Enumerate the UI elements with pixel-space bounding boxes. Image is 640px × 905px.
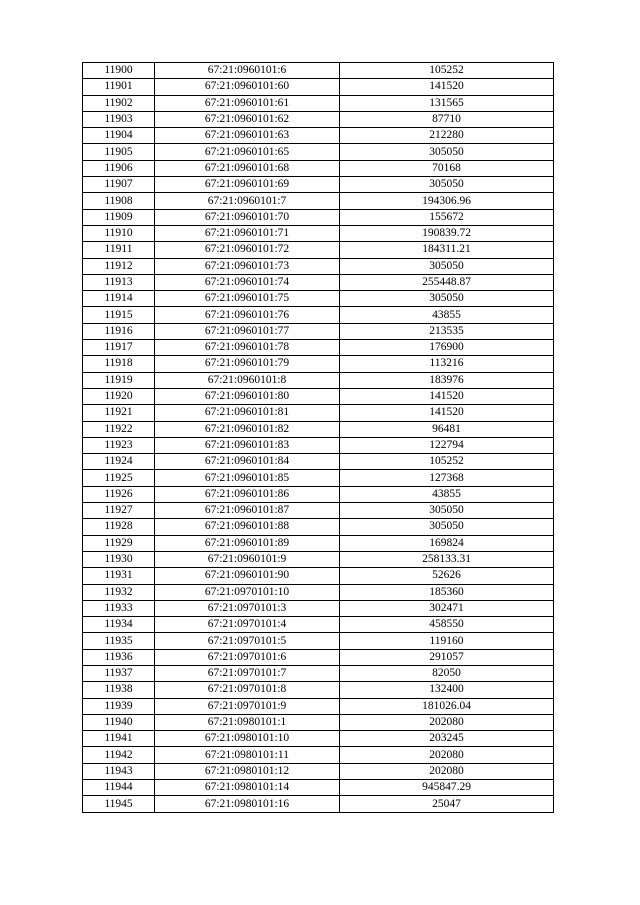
value-cell: 185360	[340, 584, 554, 600]
table-row	[83, 486, 554, 502]
value-cell: 43855	[340, 486, 554, 502]
value-cell: 212280	[340, 128, 554, 144]
row-number-cell: 11929	[83, 535, 155, 551]
table-row	[83, 128, 554, 144]
cadastral-number-cell: 67:21:0960101:70	[155, 209, 340, 225]
value-cell: 82050	[340, 665, 554, 681]
value-cell: 184311.21	[340, 242, 554, 258]
cadastral-number-cell: 67:21:0960101:78	[155, 340, 340, 356]
row-number-cell: 11942	[83, 747, 155, 763]
row-number-cell: 11918	[83, 356, 155, 372]
table-row	[83, 698, 554, 714]
cadastral-number-cell: 67:21:0960101:80	[155, 388, 340, 404]
table-row	[83, 617, 554, 633]
table-row	[83, 291, 554, 307]
cadastral-number-cell: 67:21:0960101:63	[155, 128, 340, 144]
table-row	[83, 796, 554, 812]
row-number-cell: 11927	[83, 503, 155, 519]
cadastral-number-cell: 67:21:0960101:87	[155, 503, 340, 519]
row-number-cell: 11901	[83, 79, 155, 95]
value-cell: 203245	[340, 731, 554, 747]
row-number-cell: 11903	[83, 111, 155, 127]
row-number-cell: 11933	[83, 600, 155, 616]
row-number-cell: 11924	[83, 454, 155, 470]
cadastral-number-cell: 67:21:0960101:72	[155, 242, 340, 258]
row-number-cell: 11900	[83, 63, 155, 79]
table-row	[83, 421, 554, 437]
value-cell: 213535	[340, 323, 554, 339]
cadastral-number-cell: 67:21:0960101:75	[155, 291, 340, 307]
cadastral-number-cell: 67:21:0970101:6	[155, 649, 340, 665]
table-row	[83, 535, 554, 551]
row-number-cell: 11925	[83, 470, 155, 486]
row-number-cell: 11939	[83, 698, 155, 714]
value-cell: 25047	[340, 796, 554, 812]
table-row	[83, 519, 554, 535]
row-number-cell: 11916	[83, 323, 155, 339]
row-number-cell: 11945	[83, 796, 155, 812]
value-cell: 141520	[340, 79, 554, 95]
cadastral-number-cell: 67:21:0970101:5	[155, 633, 340, 649]
table-row	[83, 665, 554, 681]
cadastral-number-cell: 67:21:0960101:83	[155, 437, 340, 453]
row-number-cell: 11938	[83, 682, 155, 698]
value-cell: 141520	[340, 388, 554, 404]
table-row	[83, 242, 554, 258]
cadastral-number-cell: 67:21:0960101:69	[155, 177, 340, 193]
value-cell: 305050	[340, 291, 554, 307]
table-row	[83, 633, 554, 649]
table-row	[83, 209, 554, 225]
row-number-cell: 11923	[83, 437, 155, 453]
row-number-cell: 11913	[83, 274, 155, 290]
cadastral-number-cell: 67:21:0960101:6	[155, 63, 340, 79]
row-number-cell: 11940	[83, 714, 155, 730]
cadastral-number-cell: 67:21:0970101:3	[155, 600, 340, 616]
value-cell: 302471	[340, 600, 554, 616]
cadastral-number-cell: 67:21:0960101:82	[155, 421, 340, 437]
value-cell: 202080	[340, 763, 554, 779]
value-cell: 194306.96	[340, 193, 554, 209]
cadastral-number-cell: 67:21:0960101:65	[155, 144, 340, 160]
cadastral-number-cell: 67:21:0980101:12	[155, 763, 340, 779]
table-row	[83, 372, 554, 388]
cadastral-number-cell: 67:21:0960101:73	[155, 258, 340, 274]
cadastral-number-cell: 67:21:0970101:4	[155, 617, 340, 633]
value-cell: 183976	[340, 372, 554, 388]
table-row	[83, 388, 554, 404]
value-cell: 52626	[340, 568, 554, 584]
table-row	[83, 568, 554, 584]
row-number-cell: 11914	[83, 291, 155, 307]
row-number-cell: 11908	[83, 193, 155, 209]
table-row	[83, 682, 554, 698]
table-row	[83, 111, 554, 127]
value-cell: 131565	[340, 95, 554, 111]
value-cell: 155672	[340, 209, 554, 225]
value-cell: 305050	[340, 144, 554, 160]
cadastral-number-cell: 67:21:0980101:14	[155, 780, 340, 796]
cadastral-number-cell: 67:21:0960101:61	[155, 95, 340, 111]
row-number-cell: 11931	[83, 568, 155, 584]
row-number-cell: 11941	[83, 731, 155, 747]
table-row	[83, 258, 554, 274]
cadastral-number-cell: 67:21:0960101:88	[155, 519, 340, 535]
value-cell: 305050	[340, 519, 554, 535]
table-row	[83, 307, 554, 323]
row-number-cell: 11922	[83, 421, 155, 437]
cadastral-number-cell: 67:21:0960101:9	[155, 551, 340, 567]
table-row	[83, 225, 554, 241]
cadastral-number-cell: 67:21:0970101:10	[155, 584, 340, 600]
row-number-cell: 11905	[83, 144, 155, 160]
table-row	[83, 714, 554, 730]
table-row	[83, 437, 554, 453]
cadastral-number-cell: 67:21:0960101:74	[155, 274, 340, 290]
value-cell: 945847.29	[340, 780, 554, 796]
table-row	[83, 95, 554, 111]
row-number-cell: 11911	[83, 242, 155, 258]
value-cell: 113216	[340, 356, 554, 372]
row-number-cell: 11930	[83, 551, 155, 567]
table-row	[83, 323, 554, 339]
cadastral-number-cell: 67:21:0980101:10	[155, 731, 340, 747]
row-number-cell: 11902	[83, 95, 155, 111]
row-number-cell: 11944	[83, 780, 155, 796]
table-row	[83, 649, 554, 665]
cadastral-value-table	[82, 62, 554, 813]
table-row	[83, 63, 554, 79]
table-row	[83, 274, 554, 290]
cadastral-number-cell: 67:21:0960101:81	[155, 405, 340, 421]
value-cell: 258133.31	[340, 551, 554, 567]
row-number-cell: 11904	[83, 128, 155, 144]
row-number-cell: 11921	[83, 405, 155, 421]
cadastral-number-cell: 67:21:0970101:8	[155, 682, 340, 698]
row-number-cell: 11919	[83, 372, 155, 388]
value-cell: 291057	[340, 649, 554, 665]
cadastral-number-cell: 67:21:0960101:85	[155, 470, 340, 486]
table-row	[83, 405, 554, 421]
table-row	[83, 503, 554, 519]
value-cell: 105252	[340, 454, 554, 470]
cadastral-number-cell: 67:21:0980101:1	[155, 714, 340, 730]
row-number-cell: 11932	[83, 584, 155, 600]
row-number-cell: 11906	[83, 160, 155, 176]
value-cell: 70168	[340, 160, 554, 176]
table-row	[83, 177, 554, 193]
table-row	[83, 747, 554, 763]
row-number-cell: 11909	[83, 209, 155, 225]
value-cell: 122794	[340, 437, 554, 453]
table-row	[83, 600, 554, 616]
value-cell: 202080	[340, 714, 554, 730]
value-cell: 87710	[340, 111, 554, 127]
table-row	[83, 454, 554, 470]
cadastral-number-cell: 67:21:0960101:76	[155, 307, 340, 323]
table-row	[83, 340, 554, 356]
row-number-cell: 11917	[83, 340, 155, 356]
table-row	[83, 551, 554, 567]
value-cell: 141520	[340, 405, 554, 421]
row-number-cell: 11920	[83, 388, 155, 404]
value-cell: 169824	[340, 535, 554, 551]
row-number-cell: 11915	[83, 307, 155, 323]
cadastral-number-cell: 67:21:0960101:8	[155, 372, 340, 388]
cadastral-number-cell: 67:21:0970101:7	[155, 665, 340, 681]
cadastral-number-cell: 67:21:0960101:62	[155, 111, 340, 127]
value-cell: 305050	[340, 503, 554, 519]
table-body	[83, 63, 554, 813]
table-row	[83, 79, 554, 95]
row-number-cell: 11935	[83, 633, 155, 649]
cadastral-number-cell: 67:21:0960101:84	[155, 454, 340, 470]
value-cell: 305050	[340, 258, 554, 274]
row-number-cell: 11907	[83, 177, 155, 193]
value-cell: 119160	[340, 633, 554, 649]
row-number-cell: 11943	[83, 763, 155, 779]
cadastral-number-cell: 67:21:0960101:86	[155, 486, 340, 502]
table-row	[83, 731, 554, 747]
value-cell: 176900	[340, 340, 554, 356]
cadastral-number-cell: 67:21:0960101:60	[155, 79, 340, 95]
cadastral-number-cell: 67:21:0980101:16	[155, 796, 340, 812]
cadastral-number-cell: 67:21:0960101:7	[155, 193, 340, 209]
row-number-cell: 11910	[83, 225, 155, 241]
value-cell: 202080	[340, 747, 554, 763]
row-number-cell: 11934	[83, 617, 155, 633]
value-cell: 458550	[340, 617, 554, 633]
table-row	[83, 160, 554, 176]
cadastral-number-cell: 67:21:0970101:9	[155, 698, 340, 714]
value-cell: 132400	[340, 682, 554, 698]
cadastral-number-cell: 67:21:0960101:68	[155, 160, 340, 176]
cadastral-number-cell: 67:21:0960101:89	[155, 535, 340, 551]
table-row	[83, 144, 554, 160]
value-cell: 105252	[340, 63, 554, 79]
row-number-cell: 11912	[83, 258, 155, 274]
table-row	[83, 763, 554, 779]
value-cell: 43855	[340, 307, 554, 323]
value-cell: 181026.04	[340, 698, 554, 714]
value-cell: 255448.87	[340, 274, 554, 290]
table-row	[83, 584, 554, 600]
cadastral-number-cell: 67:21:0960101:79	[155, 356, 340, 372]
cadastral-number-cell: 67:21:0960101:71	[155, 225, 340, 241]
value-cell: 127368	[340, 470, 554, 486]
value-cell: 96481	[340, 421, 554, 437]
cadastral-number-cell: 67:21:0960101:90	[155, 568, 340, 584]
row-number-cell: 11937	[83, 665, 155, 681]
cadastral-number-cell: 67:21:0960101:77	[155, 323, 340, 339]
table-row	[83, 780, 554, 796]
value-cell: 190839.72	[340, 225, 554, 241]
row-number-cell: 11936	[83, 649, 155, 665]
row-number-cell: 11926	[83, 486, 155, 502]
table-row	[83, 193, 554, 209]
row-number-cell: 11928	[83, 519, 155, 535]
table-row	[83, 356, 554, 372]
cadastral-number-cell: 67:21:0980101:11	[155, 747, 340, 763]
value-cell: 305050	[340, 177, 554, 193]
table-row	[83, 470, 554, 486]
